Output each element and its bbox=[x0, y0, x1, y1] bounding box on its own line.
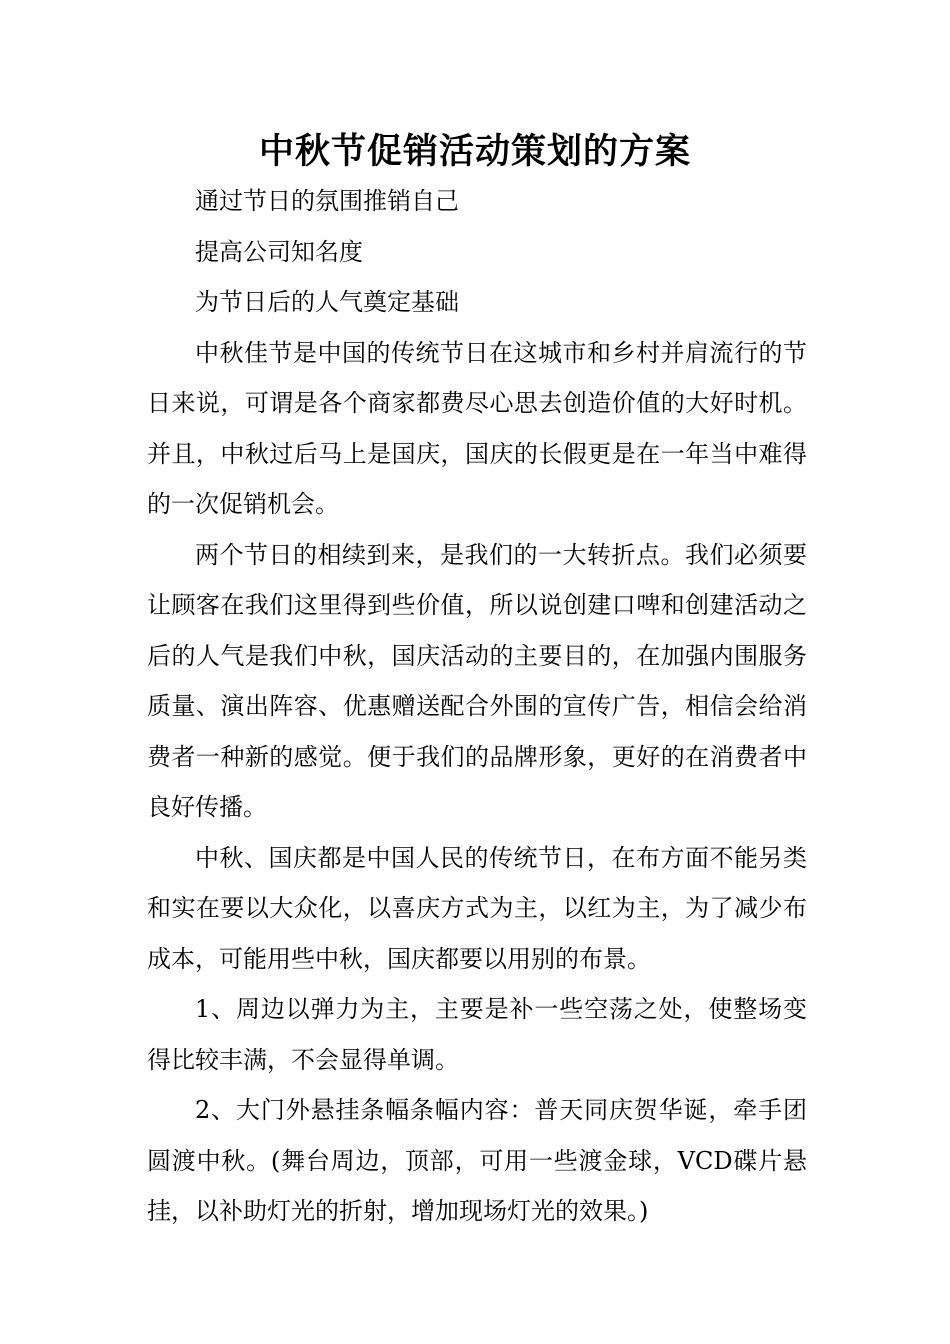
paragraph-item-1: 1、周边以弹力为主，主要是补一些空荡之处，使整场变得比较丰满，不会显得单调。 bbox=[147, 995, 807, 1074]
document-body bbox=[147, 176, 807, 1237]
paragraph-purpose: 两个节日的相续到来，是我们的一大转折点。我们必须要让顾客在我们这里得到些价值，所以说创建口啤和创建活动之后的人气是我们中秋，国庆活动的主要目的，在加强内围服务质量、演出阵容、优惠赠送配合外围的宣传广告，相信会给消费者一种新的感觉。便于我们的品牌形象，更好的在消费者中良好传播。 bbox=[147, 540, 807, 821]
paragraph-background: 中秋佳节是中国的传统节日在这城市和乡村并肩流行的节日来说，可谓是各个商家都费尽心思去创造价值的大好时机。并且，中秋过后马上是国庆，国庆的长假更是在一年当中难得的一次促销机会。 bbox=[147, 338, 807, 518]
document-title: 中秋节促销活动策划的方案 bbox=[258, 131, 691, 172]
paragraph-goal-3: 为节日后的人气奠定基础 bbox=[195, 288, 459, 316]
paragraph-item-2: 2、大门外悬挂条幅条幅内容：普天同庆贺华诞，牵手团圆渡中秋。(舞台周边，顶部，可用一些渡金球，VCD碟片悬挂，以补助灯光的折射，增加现场灯光的效果。) bbox=[147, 1096, 807, 1225]
paragraph-decoration: 中秋、国庆都是中国人民的传统节日，在布方面不能另类和实在要以大众化，以喜庆方式为主，以红为主，为了减少布成本，可能用些中秋，国庆都要以用别的布景。 bbox=[147, 843, 807, 973]
paragraph-goal-1: 通过节日的氛围推销自己 bbox=[195, 187, 459, 215]
paragraph-goal-2: 提高公司知名度 bbox=[195, 237, 363, 266]
